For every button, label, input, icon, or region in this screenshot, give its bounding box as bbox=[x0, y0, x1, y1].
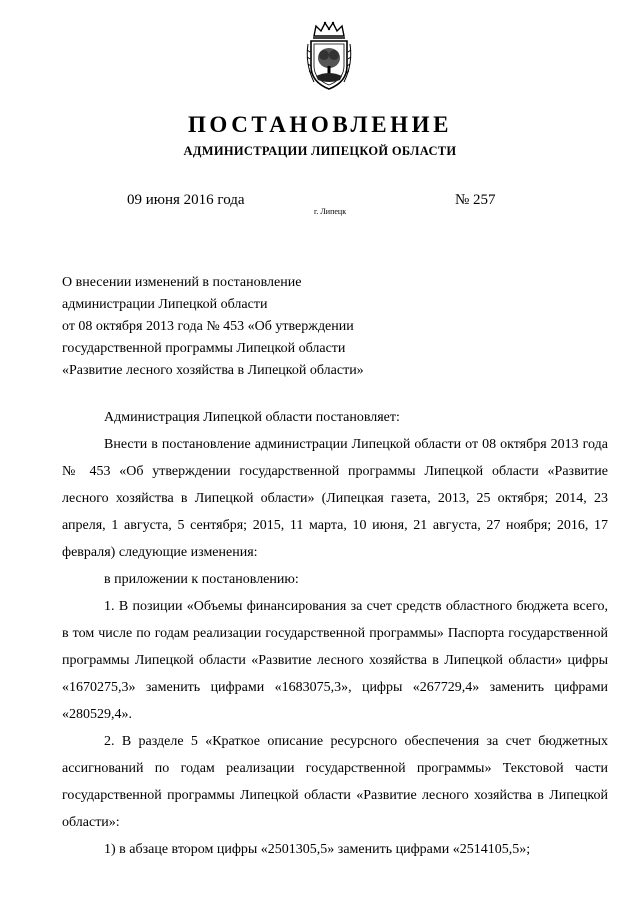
document-title: ПОСТАНОВЛЕНИЕ bbox=[187, 112, 453, 137]
subject-line: О внесении изменений в постановление bbox=[62, 275, 302, 290]
document-subject bbox=[62, 272, 364, 382]
document-body bbox=[62, 404, 608, 863]
document-issuer: АДМИНИСТРАЦИИ ЛИПЕЦКОЙ ОБЛАСТИ bbox=[183, 144, 457, 158]
body-paragraph: 1) в абзаце втором цифры «2501305,5» заменить цифрами «2514105,5»; bbox=[104, 842, 531, 857]
body-paragraph: Администрация Липецкой области постановляет: bbox=[104, 410, 400, 425]
subject-line: «Развитие лесного хозяйства в Липецкой области» bbox=[62, 363, 364, 378]
subject-line: от 08 октября 2013 года № 453 «Об утверждении bbox=[62, 319, 354, 334]
subject-line: государственной программы Липецкой области bbox=[62, 341, 346, 356]
body-paragraph: 1. В позиции «Объемы финансирования за счет средств областного бюджета всего, в том числе по годам реализации государственной программы» Паспорта государственной программы Липецкой области «Развитие лесного хозяйства в Липецкой области» цифры «1670275,3» заменить цифрами «1683075,3», цифры «267729,4» заменить цифрами «280529,4». bbox=[62, 599, 608, 722]
body-paragraph: 2. В разделе 5 «Краткое описание ресурсного обеспечения за счет бюджетных ассигнований по годам реализации государственной программы» Текстовой части государственной программы Липецкой области «Развитие лесного хозяйства в Липецкой области»: bbox=[62, 734, 608, 830]
document-number: № 257 bbox=[455, 192, 496, 208]
body-paragraph: Внести в постановление администрации Липецкой области от 08 октября 2013 года № 453 «Об утверждении государственной программы Липецкой области «Развитие лесного хозяйства в Липецкой области» (Липецкая газета, 2013, 25 октября; 2014, 23 апреля, 1 августа, 5 сентября; 2015, 11 марта, 10 июня, 21 августа, 27 ноября; 2016, 17 февраля) следующие изменения: bbox=[62, 437, 608, 560]
subject-line: администрации Липецкой области bbox=[62, 297, 268, 312]
body-paragraph: в приложении к постановлению: bbox=[104, 572, 299, 587]
coat-of-arms-emblem bbox=[304, 20, 354, 92]
document-date: 09 июня 2016 года bbox=[127, 192, 245, 208]
document-place: г. Липецк bbox=[314, 207, 347, 216]
